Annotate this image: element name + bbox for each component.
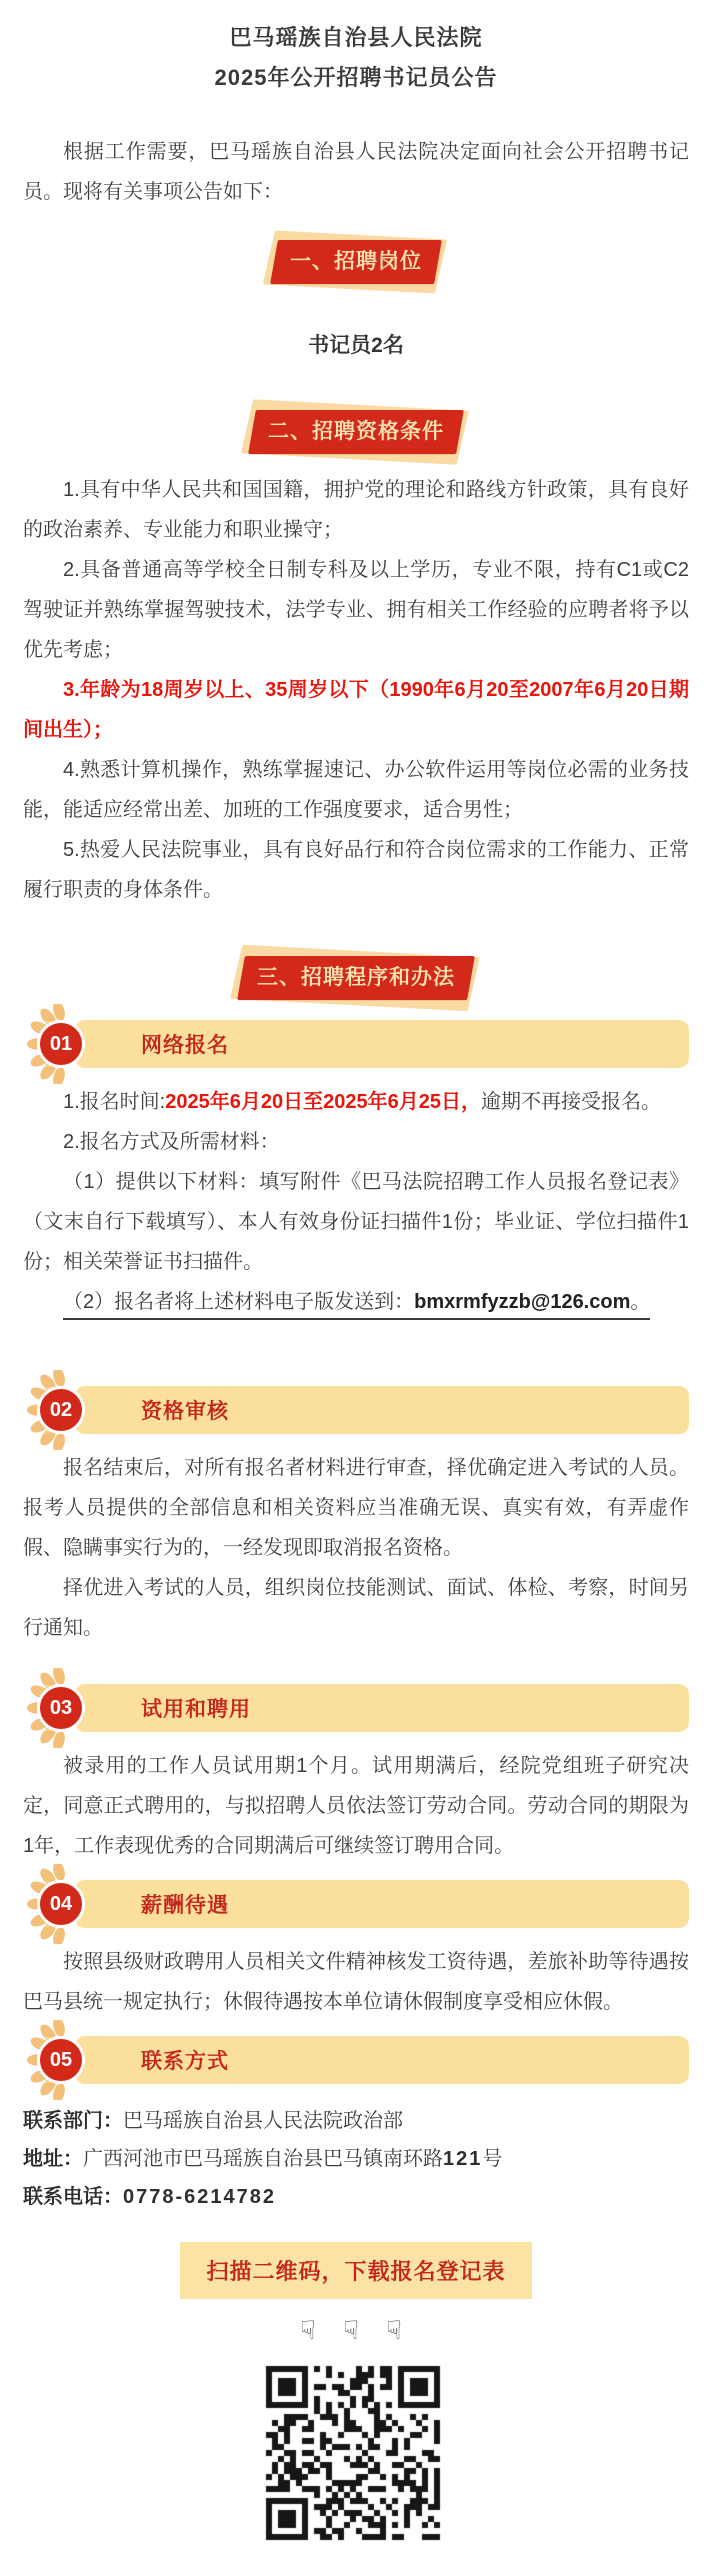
email-line bbox=[23, 1282, 689, 1322]
contact-label: 地址： bbox=[23, 2148, 83, 2170]
contact-info bbox=[23, 2102, 689, 2216]
contact-phone-line bbox=[23, 2178, 689, 2216]
section-banner-recruit-position bbox=[274, 240, 438, 284]
step-title-bar bbox=[75, 1684, 689, 1732]
section-banner-qualifications bbox=[252, 410, 460, 454]
pointing-down-hands-icon: ☟ ☟ ☟ bbox=[300, 2315, 412, 2345]
banner-label: 一、招聘岗位 bbox=[290, 250, 422, 273]
step-content-04 bbox=[23, 1942, 689, 2022]
step-title-bar bbox=[75, 1880, 689, 1928]
materials-line: （1）提供以下材料：填写附件《巴马法院招聘工作人员报名登记表》（文末自行下载填写）、本人有效身份证扫描件1份；毕业证、学位扫描件1份；相关荣誉证书扫描件。 bbox=[23, 1171, 689, 1273]
banner-label: 二、招聘资格条件 bbox=[268, 420, 444, 443]
qualification-list bbox=[23, 470, 689, 910]
position-count: 书记员2名 bbox=[308, 334, 404, 357]
review-paragraph-2: 择优进入考试的人员，组织岗位技能测试、面试、体检、考察，时间另行通知。 bbox=[23, 1577, 689, 1639]
step-content-02 bbox=[23, 1448, 689, 1648]
step-number-badge: 01 bbox=[37, 1020, 85, 1068]
step-content-03 bbox=[23, 1746, 689, 1866]
step-number-badge: 02 bbox=[37, 1386, 85, 1434]
address-number: 121 bbox=[443, 2148, 483, 2170]
text-segment: 1.报名时间: bbox=[63, 1091, 166, 1113]
step-header-05 bbox=[23, 2036, 689, 2084]
contact-label: 联系部门： bbox=[23, 2110, 123, 2132]
step-title: 资格审核 bbox=[141, 1400, 229, 1423]
contact-department-line bbox=[23, 2102, 689, 2140]
contact-value: 广西河池市巴马瑶族自治县巴马镇南环路 bbox=[83, 2148, 443, 2170]
signup-time-line bbox=[23, 1082, 689, 1122]
requirement-item-1: 1.具有中华人民共和国国籍，拥护党的理论和路线方针政策，具有良好的政治素养、专业能力和职业操守； bbox=[23, 479, 689, 541]
contact-value: 巴马瑶族自治县人民法院政治部 bbox=[123, 2110, 403, 2132]
email-address: bmxrmfyzzb@126.com bbox=[414, 1291, 631, 1313]
banner-label: 三、招聘程序和办法 bbox=[257, 966, 455, 989]
qr-download-label-box bbox=[180, 2242, 531, 2299]
contact-value: 号 bbox=[482, 2148, 503, 2170]
review-paragraph-1: 报名结束后，对所有报名者材料进行审查，择优确定进入考试的人员。报考人员提供的全部信息和相关资料应当准确无误、真实有效，有弄虚作假、隐瞒事实行为的，一经发现即取消报名资格。 bbox=[23, 1457, 689, 1559]
intro-paragraph: 根据工作需要，巴马瑶族自治县人民法院决定面向社会公开招聘书记员。现将有关事项公告如下： bbox=[23, 141, 689, 203]
text-segment: （2）报名者将上述材料电子版发送到： bbox=[63, 1291, 415, 1313]
step-content-01 bbox=[23, 1082, 689, 1322]
requirement-item-3-age-highlight: 3.年龄为18周岁以上、35周岁以下（1990年6月20至2007年6月20日期间出生）； bbox=[23, 679, 689, 741]
banner-ribbon-shape bbox=[270, 240, 442, 284]
step-title: 薪酬待遇 bbox=[141, 1894, 229, 1917]
contact-address-line bbox=[23, 2140, 689, 2178]
signup-dates-highlight: 2025年6月20日至2025年6月25日， bbox=[165, 1091, 481, 1113]
banner-ribbon-shape bbox=[248, 410, 464, 454]
banner-ribbon-shape bbox=[237, 956, 475, 1000]
step-header-03 bbox=[23, 1684, 689, 1732]
qr-download-label: 扫描二维码，下载报名登记表 bbox=[206, 2259, 506, 2284]
page-title-line1: 巴马瑶族自治县人民法院 bbox=[229, 25, 483, 50]
signup-method-line: 2.报名方式及所需材料： bbox=[63, 1131, 280, 1153]
text-segment: 。 bbox=[630, 1291, 651, 1313]
page-title-line2: 2025年公开招聘书记员公告 bbox=[214, 65, 498, 90]
contact-label: 联系电话： bbox=[23, 2186, 123, 2208]
requirement-item-4: 4.熟悉计算机操作，熟练掌握速记、办公软件运用等岗位必需的业务技能，能适应经常出差、加班的工作强度要求，适合男性； bbox=[23, 759, 689, 821]
requirement-item-5: 5.热爱人民法院事业，具有良好品行和符合岗位需求的工作能力、正常履行职责的身体条件。 bbox=[23, 839, 689, 901]
section-banner-procedure bbox=[241, 956, 471, 1000]
step-title: 联系方式 bbox=[141, 2050, 229, 2073]
step-header-04 bbox=[23, 1880, 689, 1928]
requirement-item-2: 2.具备普通高等学校全日制专科及以上学历，专业不限，持有C1或C2驾驶证并熟练掌握驾驶技术，法学专业、拥有相关工作经验的应聘者将予以优先考虑； bbox=[23, 559, 689, 661]
underlined-text bbox=[63, 1291, 650, 1320]
step-number-badge: 04 bbox=[37, 1880, 85, 1928]
step-header-02 bbox=[23, 1386, 689, 1434]
step-number-badge: 03 bbox=[37, 1684, 85, 1732]
step-title-bar bbox=[75, 1020, 689, 1068]
probation-paragraph: 被录用的工作人员试用期1个月。试用期满后，经院党组班子研究决定，同意正式聘用的，与拟招聘人员依法签订劳动合同。劳动合同的期限为1年，工作表现优秀的合同期满后可继续签订聘用合同。 bbox=[23, 1755, 689, 1857]
text-segment: 逾期不再接受报名。 bbox=[480, 1091, 661, 1113]
phone-number: 0778-6214782 bbox=[123, 2186, 277, 2208]
qr-code bbox=[263, 2363, 449, 2549]
salary-paragraph: 按照县级财政聘用人员相关文件精神核发工资待遇，差旅补助等待遇按巴马县统一规定执行；休假待遇按本单位请休假制度享受相应休假。 bbox=[23, 1951, 689, 2013]
step-title-bar bbox=[75, 2036, 689, 2084]
step-header-01 bbox=[23, 1020, 689, 1068]
step-title-bar bbox=[75, 1386, 689, 1434]
step-title: 网络报名 bbox=[141, 1034, 229, 1057]
step-number-badge: 05 bbox=[37, 2036, 85, 2084]
step-title: 试用和聘用 bbox=[141, 1698, 251, 1721]
